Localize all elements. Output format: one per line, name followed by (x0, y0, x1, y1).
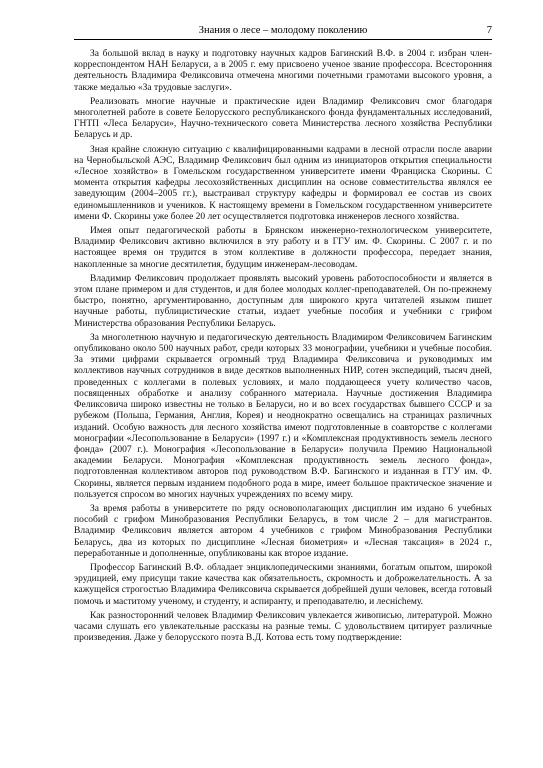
paragraph: За большой вклад в науку и подготовку научных кадров Багинский В.Ф. в 2004 г. избран член-корреспондентом НАН Беларуси, а в 2005 г. ему присвоено ученое звание профессора. Всесторонняя деятельность Владимира Феликсовича отмечена многими почетными грамотами высокого уровня, а также медалью «За трудовые заслуги». (74, 49, 492, 93)
paragraph: Реализовать многие научные и практические идеи Владимир Феликсович смог благодаря многолетней работе в совете Белорусского республиканского фонда фундаментальных исследований, ГНТП «Леса Беларуси», Научно-технического совета Министерства лесного хозяйства Республики Беларусь и др. (74, 96, 492, 141)
running-header (74, 25, 492, 40)
article-body (74, 49, 492, 647)
paragraph: За время работы в университете по ряду основополагающих дисциплин им издано 6 учебных пособий с грифом Минобразования Республики Беларусь, в том числе 2 – для магистрантов. Владимир Феликсович является автором 4 учебников с грифом Минобразования Республики Беларусь, два из которых по дисциплине «Лесная биометрия» и «Лесная таксация» в 2024 г., переработанные и дополненные, опубликованы как второе издание. (74, 503, 492, 559)
paragraph: За многолетнюю научную и педагогическую деятельность Владимиром Феликсовичем Багинским опубликовано около 500 научных работ, среди которых 33 монографии, учебники и учебные пособия. За этими цифрами скрывается огромный труд Владимира Феликсовича и руководимых им коллективов научных сотрудников в виде десятков выполненных НИР, сотен экспедиций, тысяч дней, проведенных с коллегами в полевых условиях, и мало поддающееся учету количество часов, посвященных обработке и анализу собранного материала. Научные достижения Владимира Феликсовича широко известны не только в Беларуси, но и во всех государствах бывшего СССР и за рубежом (Польша, Германия, Англия, Корея) и неоднократно освещались на страницах различных изданий. Особую важность для лесного хозяйства имеют подготовленные в соавторстве с коллегами монографии «Лесопользование в Беларуси» (1997 г.) и «Комплексная продуктивность земель лесного фонда» (2007 г.). Монография «Лесопользование в Беларуси» получила Премию Национальной академии Беларуси. Монография «Комплексная продуктивность земель лесного фонда», подготовленная коллективом авторов под руководством В.Ф. Багинского и изданная в ГГУ им. Ф. Скорины, является первым изданием подобного рода в мире, имеет большое практическое значение и пользуется спросом во многих научных учреждениях по всему миру. (74, 332, 492, 500)
paragraph: Зная крайне сложную ситуацию с квалифицированными кадрами в лесной отрасли после аварии на Чернобыльской АЭС, Владимир Феликсович был одним из инициаторов открытия специальности «Лесное хозяйство» в Гомельском государственном университете имени Франциска Скорины. С момента открытия кафедры лесохозяйственных дисциплин на основе совместительства являлся ее заведующим (2004–2005 гг.), выстраивал структуру кафедры и формировал ее состав из своих единомышленников и учеников. К настоящему времени в Гомельском государственном университете имени Ф. Скорины уже более 20 лет осуществляется подготовка инженеров лесного хозяйства. (74, 144, 492, 222)
page-number: 7 (486, 25, 492, 36)
paragraph: Имея опыт педагогической работы в Брянском инженерно-технологическом университете, Владимир Феликсович активно включился в эту работу и в ГГУ им. Ф. Скорины. С 2007 г. и по настоящее время он трудится в этом коллективе в должности профессора, передает знания, накопленные за многие десятилетия, будущим инженерам-лесоводам. (74, 226, 492, 270)
paragraph: Как разносторонний человек Владимир Феликсович увлекается живописью, литературой. Можно часами слушать его увлекательные рассказы на разные темы. С удовольствием цитирует различные произведения. Даже у белорусского поэта В.Д. Котова есть тому подтверждение: (74, 610, 492, 644)
paragraph: Владимир Феликсович продолжает проявлять высокий уровень работоспособности и является в этом плане примером и для студентов, и для более молодых коллег-преподавателей. Он по-прежнему быстро, понятно, аргументированно, доступным для широкого круга читателей языком пишет научные работы, публицистические статьи, издает учебные пособия и учебники с грифом Министерства образования Республики Беларусь. (74, 273, 492, 329)
paragraph: Профессор Багинский В.Ф. обладает энциклопедическими знаниями, богатым опытом, широкой эрудицией, ему присущи такие качества как обязательность, скромность и доброжелательность. А за кажущейся строгостью Владимира Феликсовича скрывается добрейшей души человек, всегда готовый помочь и маститому ученому, и студенту, и аспиранту, и преподавателю, и леснichему. (74, 562, 492, 607)
header-title: Знания о лесе – молодому поколению (198, 25, 368, 36)
